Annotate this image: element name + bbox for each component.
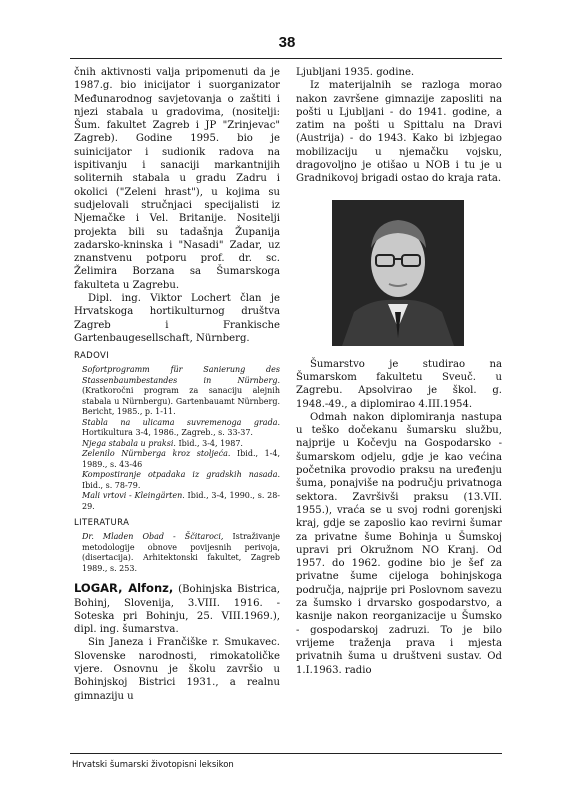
- bibliography-title: Mali vrtovi - Kleingärten.: [82, 491, 185, 501]
- bibliography-title: Sofortprogramm für Sanierung des Stassenbaumbestandes in Nürnberg.: [82, 365, 280, 385]
- bibliography-details: Ibid., 1-4, 1989., s. 43-46: [82, 449, 281, 469]
- literatura-list: [74, 532, 280, 574]
- bibliography-item: [74, 491, 280, 512]
- bibliography-title: Stabla na ulicama suvremenoga grada.: [82, 417, 280, 427]
- bibliography-item: [74, 470, 280, 491]
- bibliography-title: Kompostiranje otpadaka iz gradskih nasada.: [82, 470, 280, 480]
- section-heading-literatura: LITERATURA: [74, 518, 130, 529]
- paragraph: čnih aktivnosti valja pripomenuti da je 1987.g. bio inicijator i suorganizator Međunarodnog savjetovanja o zaštiti i njezi stabala u gradovima, (nositelji: Šum. fakultet Zagreb i JP "Zrinjevac" Zagreb). Godine 1995. bio je suinicijator i sudionik radova na ispitivanju i sanaciji markantnijih soliternih stabala u gradu Zadru i okolici ("Zeleni hrast"), u kojima su sudjelovali stručnjaci specijalisti iz Njemačke i Vel. Britanije. Nositelji projekta bili su tadašnja Županija zadarsko-kninska i "Nasadi" Zadar, uz znanstvenu potporu prof. dr. sc. Želimira Borzana sa Šumarskoga fakulteta u Zagrebu.: [74, 67, 280, 291]
- paragraph: Iz materijalnih se razloga morao nakon završene gimnazije zaposliti na pošti u Ljubljani - do 1941. godine, a zatim na pošti u Spittalu na Dravi (Austrija) - do 1943. Kako bi izbjegao mobilizaciju u njemačku vojsku, dragovoljno je otišao u NOB i tu je u Gradnikovoj brigadi ostao do kraja rata.: [296, 80, 502, 185]
- entry-dates: (Bohinjska Bistrica, Bohinj, Slovenija, 3.VIII. 1916. - Soteska pri Bohinju, 25. VIII.1969.), dipl. ing. šumarstva.: [74, 584, 280, 636]
- bibliography-title: Njega stabala u praksi.: [82, 438, 176, 448]
- page-number: 38: [278, 34, 296, 51]
- bibliography-details: Ibid., 3-4, 1987.: [175, 438, 243, 448]
- footer-text: Hrvatski šumarski životopisni leksikon: [72, 760, 234, 770]
- bibliography-details: Hortikultura 3-4, 1986., Zagreb., s. 33-37.: [82, 428, 253, 438]
- bibliography-title: Dr. Mladen Obad - Ščitaroci,: [82, 532, 224, 542]
- bibliography-item: [74, 449, 280, 470]
- left-column: [74, 66, 280, 703]
- bibliography-item: [74, 439, 280, 450]
- paragraph: Sin Janeza i Frančiške r. Smukavec. Slovenske narodnosti, rimokatoličke vjere. Osnovnu je školu završio u Bohinjskoj Bistrici 1931., a realnu gimnaziju u: [74, 637, 280, 702]
- bibliography-details: Ibid., 3-4, 1990., s. 28-29.: [82, 491, 280, 511]
- bibliography-item: [74, 532, 280, 574]
- entry-paragraph: [74, 582, 280, 636]
- bibliography-details: (Kratkoročni program za sanaciju alejnih stabala u Nürnbergu). Gartenbauamt Nürnberg. Bericht, 1985., p. 1-11.: [82, 386, 280, 417]
- paragraph: Ljubljani 1935. godine.: [296, 67, 415, 78]
- radovi-list: [74, 365, 280, 512]
- bibliography-details: Istraživanje metodologije obnove povijesnih perivoja, (disertacija). Arhitektonski fakultet, Zagreb 1989., s. 253.: [82, 532, 280, 573]
- header-rule: [70, 58, 502, 59]
- portrait-photo: [332, 200, 464, 346]
- bibliography-title: Zelenilo Nürnberga kroz stoljeća.: [82, 449, 231, 459]
- bibliography-details: Ibid., s. 78-79.: [82, 480, 141, 490]
- paragraph: Odmah nakon diplomiranja nastupa u teško dočekanu šumarsku službu, najprije u Kočevju na Gospodarsko - šumarskom odjelu, gdje je kao većina početnika provodio praksu na uređenju šuma, ponajviše na području privatnoga sektora. Završivši praksu (13.VII. 1955.), vraća se u svoj rodni gorenjski kraj, gdje se zaposlio kao revirni šumar za privatne šume Bohinja u Šumskoj upravi pri Okružnom NO Kranj. Od 1957. do 1962. godine bio je šef za privatne šume cijeloga bohinjskoga područja, najprije pri Poslovnom savezu za šumsko i drvarsko gospodarstvo, a kasnije nakon reorganizacije u Šumsko - gospodarskoj zadruzi. To je bilo vrijeme traženja prava i mjesta privatnih šuma u društveni sustav. Od 1.I.1963. radio: [296, 411, 502, 676]
- entry-name: LOGAR, Alfonz,: [74, 581, 174, 596]
- bibliography-item: [74, 418, 280, 439]
- section-heading-radovi: RADOVI: [74, 351, 110, 362]
- paragraph: Dipl. ing. Viktor Lochert član je Hrvatskoga hortikulturnog društva Zagreb i Frankische Gartenbaugesellschaft, Nürnberg.: [74, 293, 280, 344]
- right-column: [296, 66, 502, 677]
- bibliography-item: [74, 365, 280, 418]
- paragraph: Šumarstvo je studirao na Šumarskom fakultetu Sveuč. u Zagrebu. Apsolvirao je škol. g. 1948.-49., a diplomirao 4.III.1954.: [296, 358, 502, 410]
- footer-rule: [70, 753, 502, 754]
